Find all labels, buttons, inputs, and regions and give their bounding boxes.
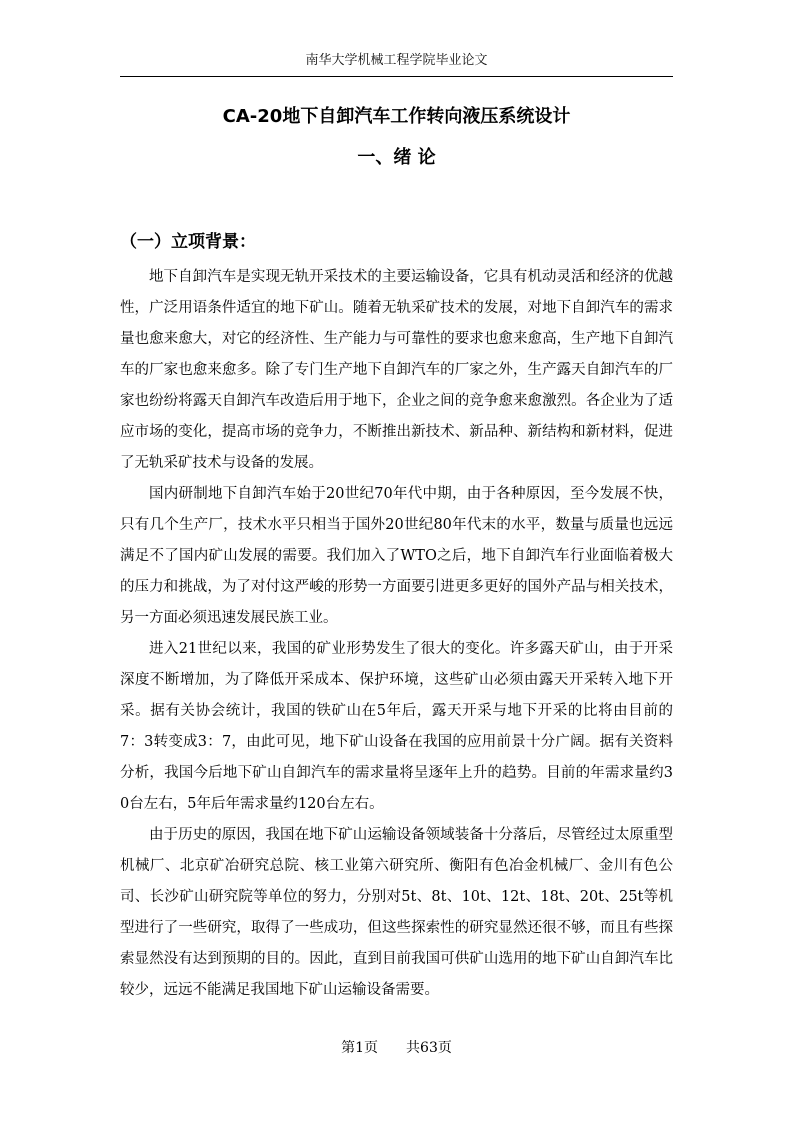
body-text: [120, 262, 673, 1006]
section-heading: （一）立项背景：: [120, 232, 256, 252]
page-footer: [120, 1038, 673, 1058]
paragraph: 由于历史的原因，我国在地下矿山运输设备领域装备十分落后，尽管经过太原重型机械厂、北京矿冶研究总院、核工业第六研究所、衡阳有色冶金机械厂、金川有色公司、长沙矿山研究院等单位的努力，分别对5t、8t、10t、12t、18t、20t、25t等机型进行了一些研究，取得了一些成功，但这些探索性的研究显然还很不够，而且有些探索显然没有达到预期的目的。因此，直到目前我国可供矿山选用的地下矿山自卸汽车比较少，远远不能满足我国地下矿山运输设备需要。: [120, 827, 673, 998]
paragraph: 国内研制地下自卸汽车始于20世纪70年代中期，由于各种原因，至今发展不快，只有几个生产厂，技术水平只相当于国外20世纪80年代末的水平，数量与质量也远远满足不了国内矿山发展的需要。我们加入了WTO之后，地下自卸汽车行业面临着极大的压力和挑战，为了对付这严峻的形势一方面要引进更多更好的国外产品与相关技术，另一方面必须迅速发展民族工业。: [120, 486, 673, 626]
chapter-title: 一、绪 论: [357, 147, 436, 168]
header-divider: [120, 76, 673, 77]
page-number: 第1页: [341, 1040, 379, 1056]
paragraph: 进入21世纪以来，我国的矿业形势发生了很大的变化。许多露天矿山，由于开采深度不断增加，为了降低开采成本、保护环境，这些矿山必须由露天开采转入地下开采。据有关协会统计，我国的铁矿山在5年后，露天开采与地下开采的比将由目前的7：3转变成3：7，由此可见，地下矿山设备在我国的应用前景十分广阔。据有关资料分析，我国今后地下矿山自卸汽车的需求量将呈逐年上升的趋势。目前的年需求量约30台左右，5年后年需求量约120台左右。: [120, 641, 673, 812]
page-total: 共63页: [406, 1040, 452, 1056]
paragraph: 地下自卸汽车是实现无轨开采技术的主要运输设备，它具有机动灵活和经济的优越性，广泛用语条件适宜的地下矿山。随着无轨采矿技术的发展，对地下自卸汽车的需求量也愈来愈大，对它的经济性、生产能力与可靠性的要求也愈来愈高，生产地下自卸汽车的厂家也愈来愈多。除了专门生产地下自卸汽车的厂家之外，生产露天自卸汽车的厂家也纷纷将露天自卸汽车改造后用于地下，企业之间的竞争愈来愈激烈。各企业为了适应市场的变化，提高市场的竞争力，不断推出新技术、新品种、新结构和新材料，促进了无轨采矿技术与设备的发展。: [120, 269, 673, 471]
document-title: CA-20地下自卸汽车工作转向液压系统设计: [222, 106, 571, 127]
running-header: 南华大学机械工程学院毕业论文: [305, 53, 488, 68]
